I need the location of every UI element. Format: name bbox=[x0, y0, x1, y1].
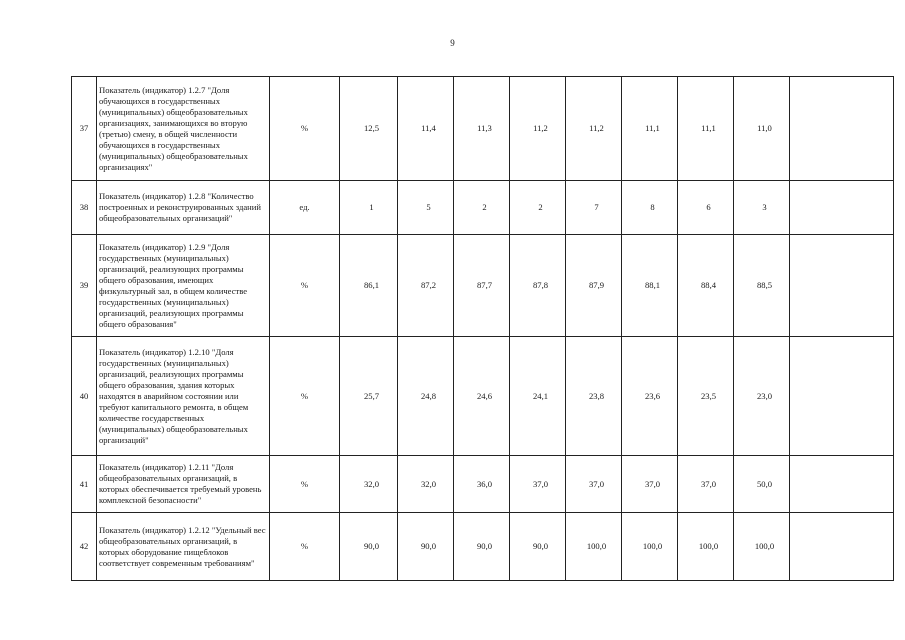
row-number: 42 bbox=[72, 513, 97, 581]
unit-of-measure: % bbox=[270, 235, 340, 337]
indicator-value: 37,0 bbox=[566, 456, 622, 513]
indicator-value: 37,0 bbox=[678, 456, 734, 513]
indicator-value: 32,0 bbox=[398, 456, 454, 513]
indicator-value: 23,5 bbox=[678, 337, 734, 456]
table-row bbox=[72, 456, 894, 513]
indicator-value: 88,5 bbox=[734, 235, 790, 337]
indicator-value: 90,0 bbox=[454, 513, 510, 581]
indicator-value: 24,1 bbox=[510, 337, 566, 456]
indicator-name: Показатель (индикатор) 1.2.10 "Доля государственных (муниципальных) организаций, реализующих программы общего образования, здания которых находятся в аварийном состоянии или требуют капитального ремонта, в общем количестве государственных (муниципальных) общеобразовательных организаций" bbox=[97, 337, 270, 456]
indicator-value: 87,8 bbox=[510, 235, 566, 337]
table-row bbox=[72, 181, 894, 235]
row-number: 39 bbox=[72, 235, 97, 337]
indicator-value bbox=[790, 337, 894, 456]
unit-of-measure: % bbox=[270, 513, 340, 581]
indicator-value: 24,6 bbox=[454, 337, 510, 456]
indicator-value: 24,8 bbox=[398, 337, 454, 456]
table-row bbox=[72, 77, 894, 181]
indicator-value: 11,4 bbox=[398, 77, 454, 181]
indicator-value: 50,0 bbox=[734, 456, 790, 513]
indicator-value: 36,0 bbox=[454, 456, 510, 513]
table-row bbox=[72, 513, 894, 581]
indicator-value: 12,5 bbox=[340, 77, 398, 181]
indicator-name: Показатель (индикатор) 1.2.9 "Доля государственных (муниципальных) организаций, реализующих программы общего образования, имеющих физкультурный зал, в общем количестве государственных (муниципальных) организаций, реализующих программы общего образования" bbox=[97, 235, 270, 337]
indicator-value: 25,7 bbox=[340, 337, 398, 456]
indicator-value: 88,1 bbox=[622, 235, 678, 337]
row-number: 37 bbox=[72, 77, 97, 181]
indicator-value: 11,2 bbox=[566, 77, 622, 181]
indicator-value: 100,0 bbox=[622, 513, 678, 581]
indicator-value: 2 bbox=[454, 181, 510, 235]
indicator-value bbox=[790, 456, 894, 513]
row-number: 38 bbox=[72, 181, 97, 235]
indicators-table bbox=[71, 76, 894, 581]
indicator-value: 90,0 bbox=[398, 513, 454, 581]
table-row bbox=[72, 337, 894, 456]
indicator-value: 32,0 bbox=[340, 456, 398, 513]
indicator-value: 23,6 bbox=[622, 337, 678, 456]
indicator-value bbox=[790, 181, 894, 235]
indicator-value: 7 bbox=[566, 181, 622, 235]
indicator-value: 86,1 bbox=[340, 235, 398, 337]
indicator-value: 87,7 bbox=[454, 235, 510, 337]
indicator-value: 90,0 bbox=[340, 513, 398, 581]
indicator-value: 23,8 bbox=[566, 337, 622, 456]
indicator-value: 87,9 bbox=[566, 235, 622, 337]
indicator-value: 5 bbox=[398, 181, 454, 235]
unit-of-measure: % bbox=[270, 337, 340, 456]
indicator-value: 90,0 bbox=[510, 513, 566, 581]
indicator-value: 11,0 bbox=[734, 77, 790, 181]
indicator-value bbox=[790, 513, 894, 581]
indicator-value: 11,2 bbox=[510, 77, 566, 181]
indicator-value: 11,3 bbox=[454, 77, 510, 181]
unit-of-measure: % bbox=[270, 456, 340, 513]
table-row bbox=[72, 235, 894, 337]
indicator-value: 6 bbox=[678, 181, 734, 235]
indicator-value: 1 bbox=[340, 181, 398, 235]
indicator-value: 87,2 bbox=[398, 235, 454, 337]
indicator-value: 3 bbox=[734, 181, 790, 235]
indicator-value bbox=[790, 235, 894, 337]
indicator-value: 11,1 bbox=[622, 77, 678, 181]
indicator-name: Показатель (индикатор) 1.2.12 "Удельный вес общеобразовательных организаций, в которых оборудование пищеблоков соответствует современным требованиям" bbox=[97, 513, 270, 581]
indicator-value: 2 bbox=[510, 181, 566, 235]
unit-of-measure: % bbox=[270, 77, 340, 181]
unit-of-measure: ед. bbox=[270, 181, 340, 235]
indicator-value: 100,0 bbox=[566, 513, 622, 581]
indicator-value: 23,0 bbox=[734, 337, 790, 456]
indicator-value: 100,0 bbox=[678, 513, 734, 581]
indicator-value: 8 bbox=[622, 181, 678, 235]
indicator-value: 88,4 bbox=[678, 235, 734, 337]
indicator-value: 37,0 bbox=[510, 456, 566, 513]
indicator-name: Показатель (индикатор) 1.2.8 "Количество построенных и реконструированных зданий общеобразовательных организаций" bbox=[97, 181, 270, 235]
indicator-value: 11,1 bbox=[678, 77, 734, 181]
indicator-name: Показатель (индикатор) 1.2.11 "Доля общеобразовательных организаций, в которых обеспечивается требуемый уровень комплексной безопасности" bbox=[97, 456, 270, 513]
indicator-name: Показатель (индикатор) 1.2.7 "Доля обучающихся в государственных (муниципальных) общеобразовательных организациях, занимающихся во вторую (третью) смену, в общей численности обучающихся в государственных (муниципальных) общеобразовательных организациях" bbox=[97, 77, 270, 181]
page-number: 9 bbox=[450, 38, 455, 48]
indicator-value: 100,0 bbox=[734, 513, 790, 581]
indicator-value: 37,0 bbox=[622, 456, 678, 513]
indicator-value bbox=[790, 77, 894, 181]
row-number: 41 bbox=[72, 456, 97, 513]
row-number: 40 bbox=[72, 337, 97, 456]
